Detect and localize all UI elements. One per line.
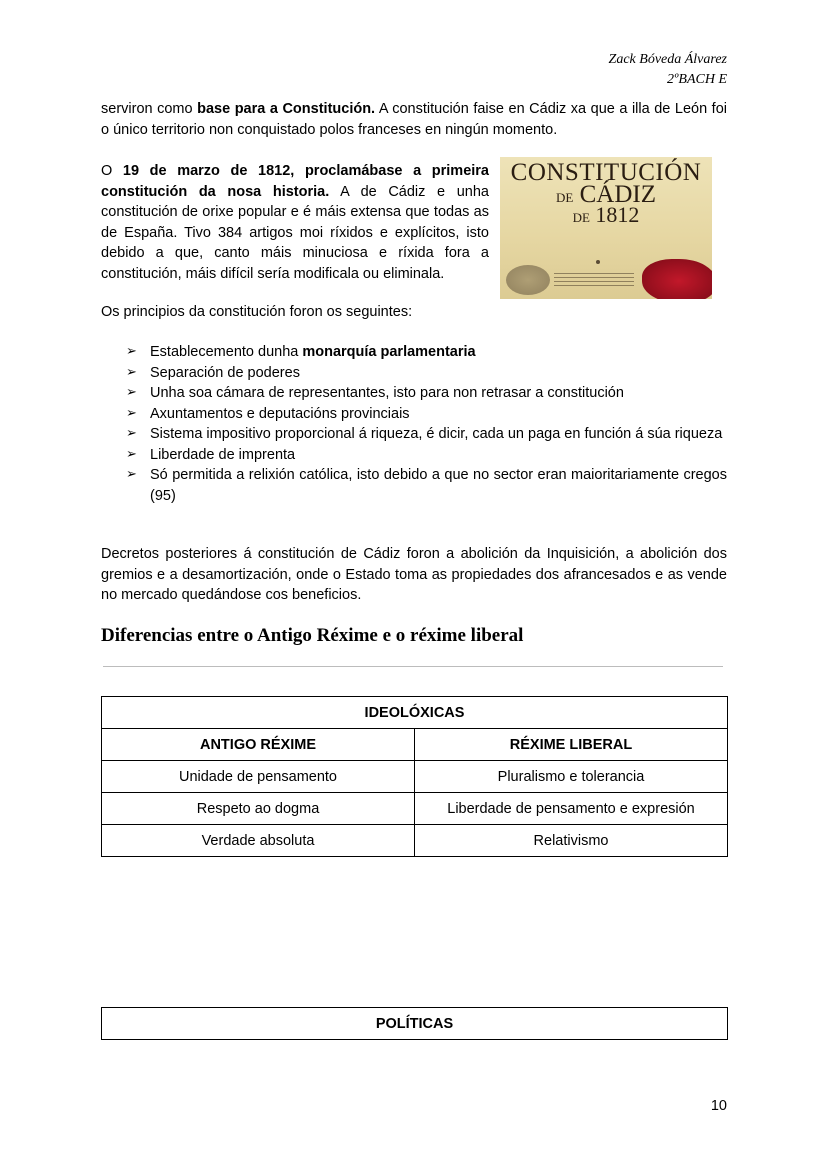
column-header-antigo: ANTIGO RÉXIME [102, 729, 415, 761]
paragraph-text: A de Cádiz e unha constitución de orixe popular e é máis extensa que todas as de España. Tivo 384 artigos moi ríxidos e explícitos, isto debido a que, canto máis minuciosa e ríxida fora a constitución, máis difícil sería modificala ou eliminala. [101, 183, 489, 282]
table-cell: Respeto ao dogma [102, 793, 415, 825]
list-item-text: Liberdade de imprenta [150, 446, 296, 463]
cover-small-print [554, 273, 634, 289]
arrow-bullet-icon: ➢ [126, 385, 137, 400]
principles-list [126, 342, 727, 506]
table-cell: Pluralismo e tolerancia [415, 761, 728, 793]
table-row [102, 825, 728, 857]
table-cell: Relativismo [415, 825, 728, 857]
table-title: IDEOLÓXICAS [102, 697, 728, 729]
column-header-liberal: RÉXIME LIBERAL [415, 729, 728, 761]
arrow-bullet-icon: ➢ [126, 364, 137, 380]
cover-seal-left [506, 265, 550, 295]
author-name: Zack Bóveda Álvarez [608, 52, 727, 67]
arrow-bullet-icon: ➢ [126, 467, 137, 482]
section-title: Diferencias entre o Antigo Réxime e o réxime liberal [101, 625, 524, 646]
cover-mark [596, 260, 600, 264]
course-label: 2ºBACH E [667, 72, 727, 87]
cover-title-line1: CONSTITUCIÓN [510, 159, 702, 186]
cover-de: DE [572, 210, 590, 225]
table-cell: Unidade de pensamento [102, 761, 415, 793]
arrow-bullet-icon: ➢ [126, 426, 137, 441]
paragraph-bold: base para a Constitución. [197, 101, 376, 117]
list-item [126, 363, 727, 384]
list-item [126, 465, 727, 506]
arrow-bullet-icon: ➢ [126, 446, 137, 462]
principles-intro: Os principios da constitución foron os seguintes: [101, 304, 413, 320]
paragraph-proclamation [101, 161, 489, 284]
cover-year: 1812 [595, 202, 640, 227]
table-title-row [102, 697, 728, 729]
page-header [609, 50, 727, 90]
cover-wax-seal [642, 259, 712, 299]
paragraph-constitution-base [101, 99, 727, 140]
list-item [126, 404, 727, 425]
table-cell: Liberdade de pensamento e expresión [415, 793, 728, 825]
cover-de: DE [556, 190, 574, 205]
section-divider [103, 666, 723, 667]
arrow-bullet-icon: ➢ [126, 344, 137, 359]
paragraph-bold: 19 de marzo de 1812, proclamábase a primeira constitución da nosa historia. [101, 163, 489, 200]
cover-title-line3 [500, 202, 712, 228]
list-item-bold: monarquía parlamentaria [302, 344, 476, 360]
list-item [126, 383, 727, 404]
list-item [126, 342, 727, 363]
list-item-text: Unha soa cámara de representantes, isto para non retrasar a constitución [150, 385, 624, 401]
ideological-table [101, 696, 728, 857]
table-header-row [102, 729, 728, 761]
page-number: 10 [710, 1098, 727, 1114]
table-title: POLÍTICAS [102, 1008, 728, 1040]
list-item [126, 424, 727, 445]
list-item-text: Só permitida a relixión católica, isto debido a que no sector eran maioritariamente cregos (95) [150, 467, 727, 504]
paragraph-text: O [101, 163, 123, 179]
cover-cadiz: CÁDIZ [579, 181, 656, 208]
table-title-row [102, 1008, 728, 1040]
list-item-text: Establecemento dunha [150, 344, 303, 360]
paragraph-text: serviron como [101, 101, 198, 117]
table-row [102, 761, 728, 793]
list-item-text: Separación de poderes [150, 364, 300, 381]
paragraph-text: A constitución faise en Cádiz xa que a illa de León foi o único territorio non conquistado polos franceses en ningún momento. [101, 101, 727, 138]
political-table [101, 1007, 728, 1040]
paragraph-decrees: Decretos posteriores á constitución de Cádiz foron a abolición da Inquisición, a abolición dos gremios e a desamortización, onde o Estado toma as propiedades dos afrancesados e as vende no mercado quedándose cos beneficios. [101, 546, 727, 603]
constitution-cover-image [500, 157, 712, 299]
table-row [102, 793, 728, 825]
list-item-text: Axuntamentos e deputacións provinciais [150, 405, 410, 422]
arrow-bullet-icon: ➢ [126, 405, 137, 421]
list-item [126, 445, 727, 466]
table-cell: Verdade absoluta [102, 825, 415, 857]
list-item-text: Sistema impositivo proporcional á riqueza, é dicir, cada un paga en función á súa riqueza [150, 426, 723, 442]
